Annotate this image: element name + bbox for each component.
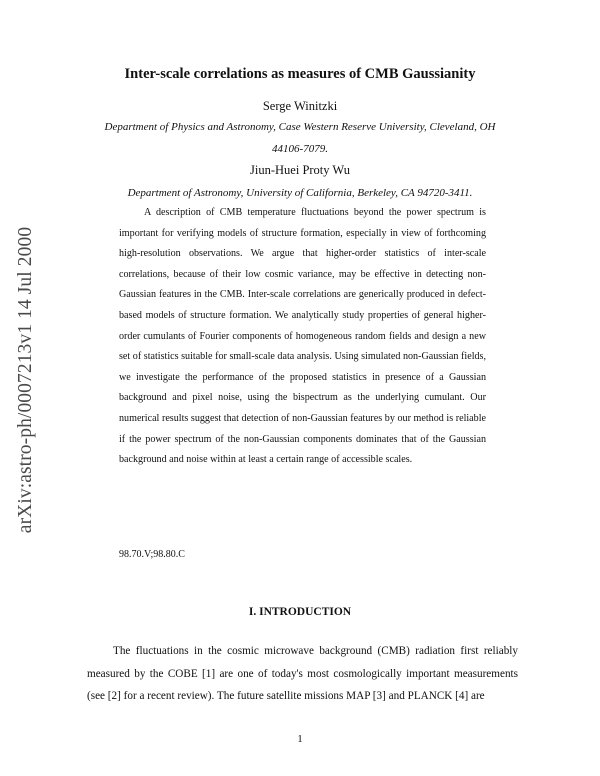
author-affiliation-2-line-1: Department of Astronomy, University of California, Berkeley, CA 94720-3411. — [127, 187, 473, 199]
paper-title: Inter-scale correlations as measures of CMB Gaussianity — [124, 66, 476, 82]
section-heading-introduction: I. INTRODUCTION — [248, 606, 352, 618]
abstract-text: A description of CMB temperature fluctuations beyond the power spectrum is important for verifying models of structure formation, especially in view of forthcoming high-resolution observations. We argue that higher-order statistics of inter-scale correlations, because of their low cosmic variance, may be effective in detecting non-Gaussian features in the CMB. Inter-scale correlations are generically produced in defect-based models of structure formation. We analytically study properties of general higher-order cumulants of Fourier components of homogeneous random fields and design a new set of statistics suitable for small-scale data analysis. Using simulated non-Gaussian fields, we investigate the performance of the proposed statistics in presence of a Gaussian background and pixel noise, using the bispectrum as the underlying cumulant. Our numerical results suggest that detection of non-Gaussian features by our method is reliable if the power spectrum of the non-Gaussian components dominates that of the Gaussian background and noise within at least a certain range of accessible scales. — [119, 207, 486, 466]
author-name-1: Serge Winitzki — [262, 99, 338, 113]
page-number: 1 — [297, 733, 303, 745]
arxiv-identifier-text: arXiv:astro-ph/0007213v1 14 Jul 2000 — [15, 226, 36, 534]
introduction-paragraph: The fluctuations in the cosmic microwave background (CMB) radiation first reliably measured by the COBE [1] are one of today's most cosmologically important measurements (see [2] for a recent review). The future satellite missions MAP [3] and PLANCK [4] are — [87, 645, 518, 702]
arxiv-identifier-stamp — [6, 210, 46, 550]
author-affiliation-1-line-1: Department of Physics and Astronomy, Case Western Reserve University, Cleveland, OH — [104, 121, 496, 133]
pacs-codes: 98.70.V;98.80.C — [119, 549, 185, 560]
author-affiliation-1-line-2: 44106-7079. — [272, 143, 328, 155]
author-name-2: Jiun-Huei Proty Wu — [250, 163, 350, 177]
